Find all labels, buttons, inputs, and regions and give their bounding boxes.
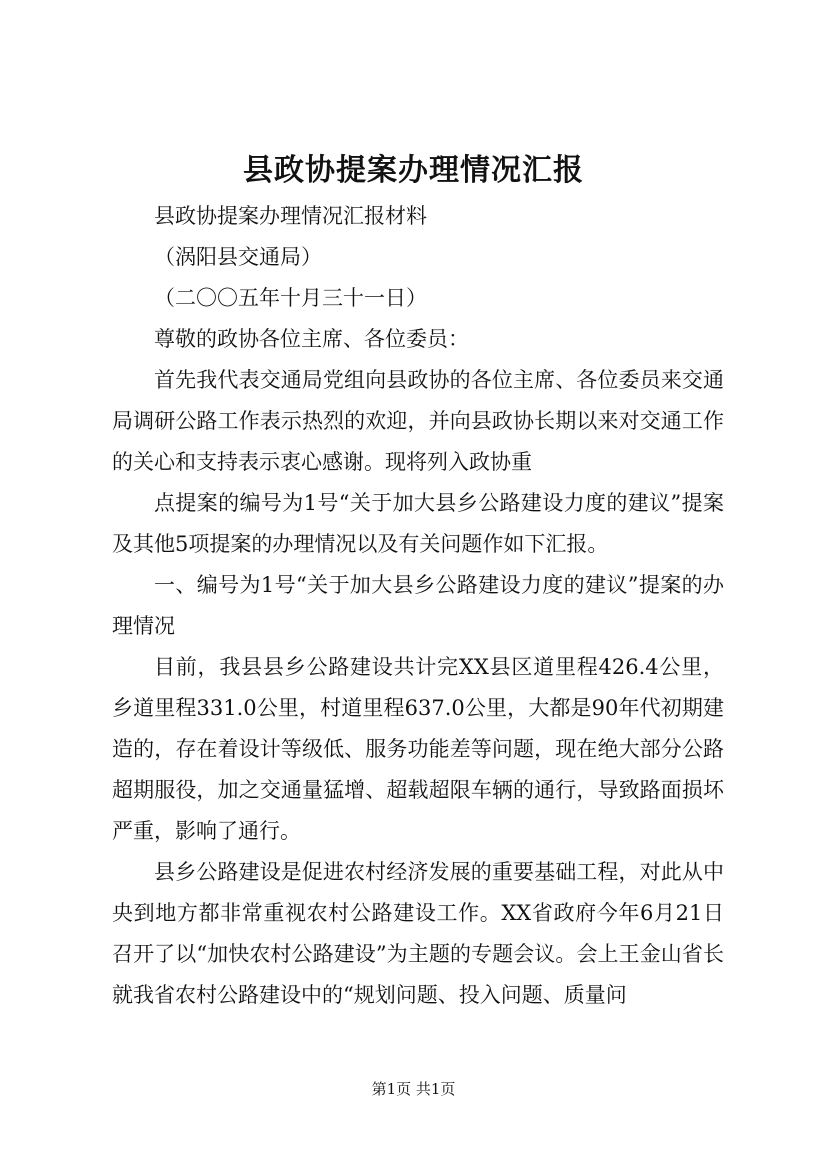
page-footer: 第1页 共1页 (371, 1080, 456, 1098)
paragraph-current-status: 目前，我县县乡公路建设共计完XX县区道里程426.4公里，乡道里程331.0公里，村道里程637.0公里，大都是90年代初期建造的，存在着设计等级低、服务功能差等问题，现在绝大部分公路超期服役，加之交通量猛增、超载超限车辆的通行，导致路面损坏严重，影响了通行。 (112, 655, 724, 843)
paragraph-organization: （涡阳县交通局） (154, 245, 322, 269)
paragraph-subtitle: 县政协提案办理情况汇报材料 (154, 204, 427, 228)
section-heading-1: 一、编号为1号“关于加大县乡公路建设力度的建议”提案的办理情况 (112, 573, 724, 638)
paragraph-date: （二〇〇五年十月三十一日） (154, 286, 427, 310)
document-body (112, 196, 724, 1016)
paragraph-salutation: 尊敬的政协各位主席、各位委员： (154, 327, 469, 351)
document-title: 县政协提案办理情况汇报 (243, 153, 584, 188)
paragraph-proposal-summary: 点提案的编号为1号“关于加大县乡公路建设力度的建议”提案及其他5项提案的办理情况以及有关问题作如下汇报。 (112, 491, 724, 556)
paragraph-intro: 首先我代表交通局党组向县政协的各位主席、各位委员来交通局调研公路工作表示热烈的欢迎，并向县政协长期以来对交通工作的关心和支持表示衷心感谢。现将列入政协重 (112, 368, 724, 474)
paragraph-importance: 县乡公路建设是促进农村经济发展的重要基础工程，对此从中央到地方都非常重视农村公路建设工作。XX省政府今年6月21日召开了以“加快农村公路建设”为主题的专题会议。会上王金山省长就我省农村公路建设中的“规划问题、投入问题、质量问 (112, 860, 724, 1007)
